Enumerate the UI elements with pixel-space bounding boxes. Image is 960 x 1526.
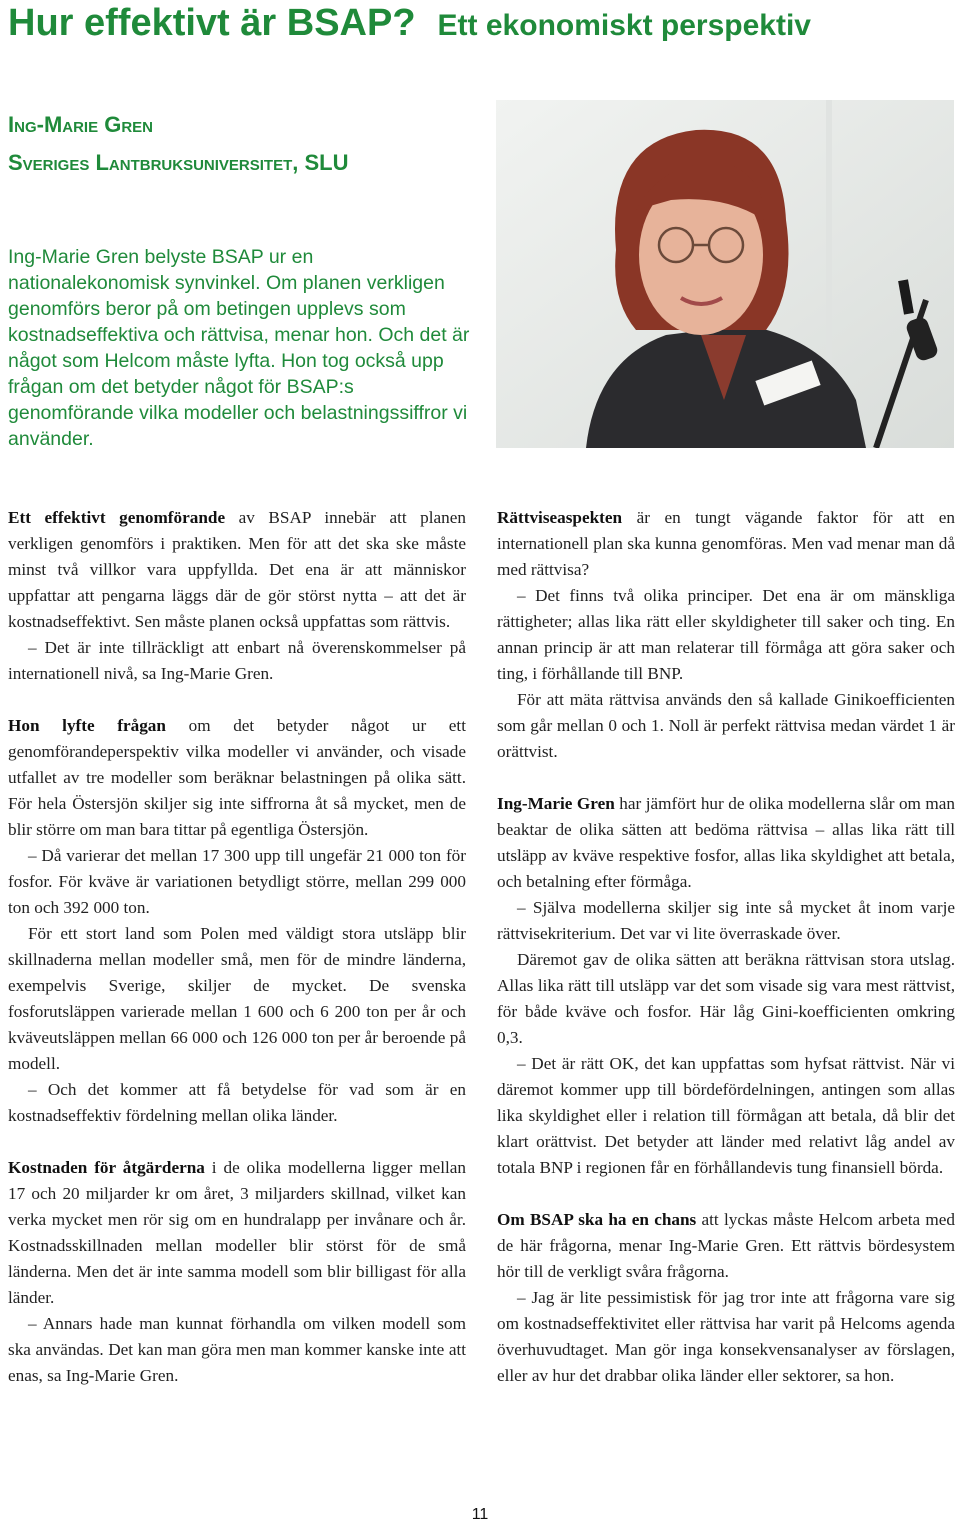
left-paragraph-4: – Då varierar det mellan 17 300 upp till ungefär 21 000 ton för fosfor. För kväve är variationen betydligt större, mellan 299 000 ton och 392 000 ton. xyxy=(8,846,466,917)
speaker-photo xyxy=(496,100,954,448)
left-column xyxy=(8,505,466,1389)
left-paragraph-6: – Och det kommer att få betydelse för vad som är en kostnadseffektiv fördelning mellan olika länder. xyxy=(8,1080,466,1125)
left-p3-lead-in: Hon lyfte frågan xyxy=(8,716,166,735)
left-paragraph-1 xyxy=(8,505,466,635)
right-paragraph-5: – Själva modellerna skiljer sig inte så mycket åt inom varje rättvisekriterium. Det var vi lite överraskade över. xyxy=(497,898,955,943)
left-p1-body: av BSAP innebär att planen verkligen genomförs i praktiken. Men för att det ska ske måste minst två villkor vara uppfyllda. Det ena är att människor uppfattar att pengarna läggs där de gör störst nytta – att det är kostnadseffektivt. Sen måste planen också uppfattas som rättvis. xyxy=(8,508,466,631)
title-subtitle: Ett ekonomiskt perspektiv xyxy=(437,9,811,42)
left-p3-body: om det betyder något ur ett genomförandeperspektiv vilka modeller vi använder, och visade utfallet av tre modeller som beräknar belastningen på olika sätt. För hela Östersjön skiljer sig inte siffrorna åt så mycket, men de blir större om man bara tittar på egentliga Östersjön. xyxy=(8,716,466,839)
speaker-portrait-illustration xyxy=(496,100,954,448)
page-title xyxy=(8,2,958,45)
lead-paragraph xyxy=(8,244,478,452)
right-paragraph-2: – Det finns två olika principer. Det ena är om mänskliga rättigheter; allas lika rätt eller skyldigheter till saker och ting. En annan princip är att man relaterar till förmåga att göra saker och ting, i förhållande till BNP. xyxy=(497,586,955,683)
left-paragraph-2: – Det är inte tillräckligt att enbart nå överenskommelser på internationell nivå, sa Ing-Marie Gren. xyxy=(8,638,466,683)
right-p1-lead-in: Rättviseaspekten xyxy=(497,508,623,527)
page-number: 11 xyxy=(471,1506,489,1523)
author-affiliation: Sveriges Lantbruksuniversitet, SLU xyxy=(8,150,349,175)
byline xyxy=(8,106,348,182)
lead-text: Ing-Marie Gren belyste BSAP ur en nationalekonomisk synvinkel. Om planen verkligen genomförs beror på om betingen upplevs som kostnadseffektiva och rättvisa, menar hon. Och det är något som Helcom måste lyfta. Hon tog också upp frågan om det betyder något för BSAP:s genomförande vilka modeller och belastningssiffror vi använder. xyxy=(8,246,470,450)
right-paragraph-6: Däremot gav de olika sätten att beräkna rättvisan stora utslag. Allas lika rätt till utsläpp var det som visade sig vara mest rättvist, för både kväve och fosfor. Här låg Gini-koefficienten omkring 0,3. xyxy=(497,950,955,1047)
left-paragraph-8: – Annars hade man kunnat förhandla om vilken modell som ska användas. Det kan man göra men man kommer kanske inte att enas, sa Ing-Marie Gren. xyxy=(8,1314,466,1385)
right-paragraph-4 xyxy=(497,791,955,895)
right-paragraph-9: – Jag är lite pessimistisk för jag tror inte att frågorna vare sig om kostnadseffektivitet eller rättvisa har varit på Helcoms agenda överhuvudtaget. Man gör inga konsekvensanalyser av förslagen, eller av hur det drabbar olika länder eller sektorer, sa hon. xyxy=(497,1288,955,1385)
author-name: Ing-Marie Gren xyxy=(8,112,153,137)
left-p1-lead-in: Ett effektivt genomförande xyxy=(8,508,226,527)
right-column xyxy=(497,505,955,1389)
right-p8-lead-in: Om BSAP ska ha en chans xyxy=(497,1210,697,1229)
left-paragraph-7 xyxy=(8,1155,466,1311)
right-p8-body: att lyckas måste Helcom arbeta med de här frågorna, menar Ing-Marie Gren. Ett rättvis bördesystem hör till de verkligt svåra frågorna. xyxy=(497,1210,956,1281)
right-paragraph-3: För att mäta rättvisa används den så kallade Ginikoefficienten som går mellan 0 och 1. Noll är perfekt rättvisa medan värdet 1 är orättvist. xyxy=(497,690,955,761)
left-p7-lead-in: Kostnaden för åtgärderna xyxy=(8,1158,205,1177)
right-paragraph-8 xyxy=(497,1207,955,1285)
right-p1-body: är en tungt vägande faktor för att en internationell plan ska kunna genomföras. Men vad menar man då med rättvisa? xyxy=(497,508,955,579)
right-p4-lead-in: Ing-Marie Gren xyxy=(497,794,615,813)
right-p4-body: har jämfört hur de olika modellerna slår om man beaktar de olika sätten att bedöma rättvisa – allas lika rätt till utsläpp av kväve respektive fosfor, allas lika skyldighet att betala, och betalning efter förmåga. xyxy=(497,794,955,891)
left-paragraph-3 xyxy=(8,713,466,843)
left-p7-body: i de olika modellerna ligger mellan 17 och 20 miljarder kr om året, 3 miljarders skillnad, vilket kan verka mycket men rör sig om en hundralapp per invånare och år. Kostnadsskillnaden mellan modeller blir störst för de små länderna. Men det är inte samma modell som blir billigast för alla länder. xyxy=(8,1158,466,1307)
title-main: Hur effektivt är BSAP? xyxy=(8,2,416,44)
right-paragraph-7: – Det är rätt OK, det kan uppfattas som hyfsat rättvist. När vi däremot kommer upp till bördefördelningen, antingen som allas lika skyldighet eller i relation till förmågan att betala, då blir det klart orättvist. Det betyder att länder med relativt låg andel av totala BNP i regionen får en förhållandevis tung finansiell börda. xyxy=(497,1054,955,1177)
right-paragraph-1 xyxy=(497,505,955,583)
left-paragraph-5: För ett stort land som Polen med väldigt stora utsläpp blir skillnaderna mellan modeller små, men för de mindre länderna, exempelvis Sverige, skiljer de mycket. De svenska fosforutsläppen varierade mellan 1 600 och 6 200 ton per år och kväveutsläppen mellan 66 000 och 126 000 ton per år beroende på modell. xyxy=(8,924,466,1073)
